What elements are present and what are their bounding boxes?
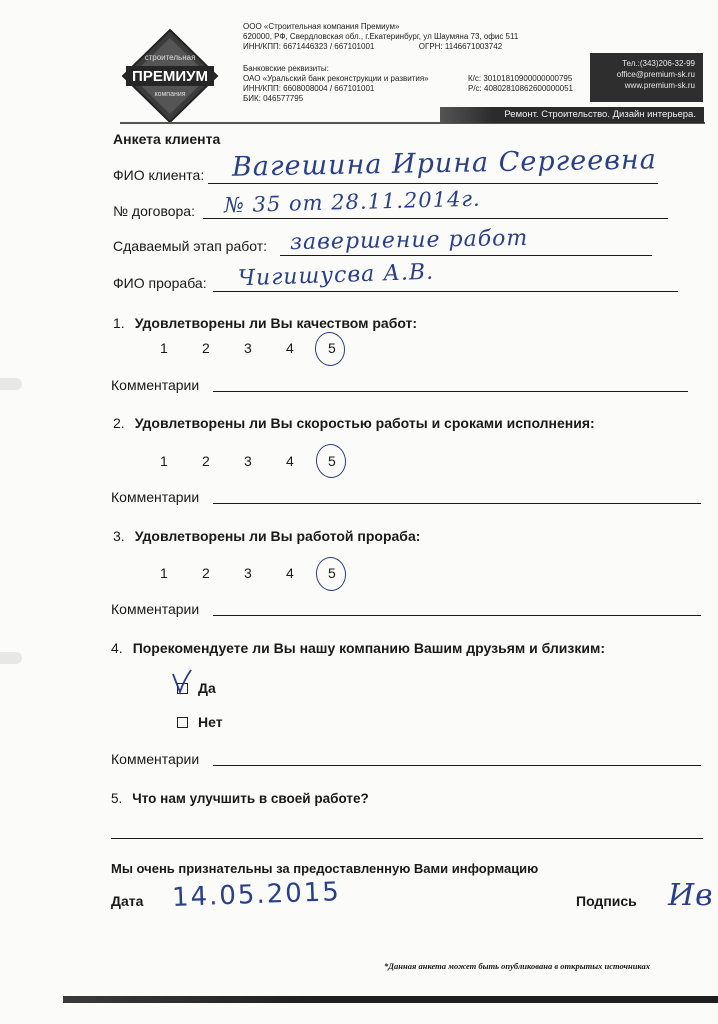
rating-option[interactable]: 4 bbox=[286, 453, 294, 469]
question-4 bbox=[111, 640, 605, 656]
yes-label: Да bbox=[198, 680, 216, 696]
rating-option[interactable]: 1 bbox=[160, 453, 168, 469]
comment-label-2: Комментарии bbox=[111, 489, 200, 505]
comment-line-2[interactable] bbox=[213, 503, 701, 504]
client-name-line bbox=[208, 183, 658, 184]
comment-line-4[interactable] bbox=[213, 765, 701, 766]
contract-value: № 35 от 28.11.2014г. bbox=[223, 186, 481, 218]
check-mark-icon bbox=[170, 668, 194, 696]
stage-value: завершение работ bbox=[289, 225, 529, 256]
question-number: 4. bbox=[111, 640, 123, 656]
comment-line-3[interactable] bbox=[213, 615, 701, 616]
contract-label: № договора: bbox=[113, 203, 195, 219]
question-5 bbox=[111, 791, 369, 806]
bank-account-line: Р/с: 40802810862600000051 bbox=[468, 84, 573, 93]
question-text: Что нам улучшить в своей работе? bbox=[132, 791, 369, 806]
foreman-line bbox=[213, 291, 678, 292]
signature-value: Ив bbox=[668, 878, 714, 913]
question-number: 5. bbox=[111, 791, 123, 806]
question-text: Порекомендуете ли Вы нашу компанию Вашим друзьям и близким: bbox=[132, 640, 605, 656]
question-number: 3. bbox=[113, 528, 125, 544]
rating-option[interactable]: 2 bbox=[202, 565, 210, 581]
selection-circle bbox=[314, 555, 348, 593]
rating-option[interactable]: 4 bbox=[286, 340, 294, 356]
company-logo bbox=[120, 28, 220, 124]
company-details bbox=[243, 22, 518, 53]
rating-option[interactable]: 3 bbox=[244, 453, 252, 469]
rating-option[interactable]: 3 bbox=[244, 340, 252, 356]
email-text: office@premium-sk.ru bbox=[616, 70, 695, 79]
punch-hole bbox=[0, 378, 22, 390]
bank-line: ОАО «Уральский банк реконструкции и развития» bbox=[243, 74, 429, 83]
punch-hole bbox=[0, 652, 22, 664]
improvement-answer-line[interactable] bbox=[111, 838, 703, 839]
rating-option[interactable]: 2 bbox=[202, 453, 210, 469]
client-name-label: ФИО клиента: bbox=[113, 167, 205, 183]
bank-line: БИК: 046577795 bbox=[243, 94, 304, 103]
rating-option-selected[interactable]: 5 bbox=[328, 340, 336, 356]
question-number: 2. bbox=[113, 415, 125, 431]
slogan-bar: Ремонт. Строительство. Дизайн интерьера. bbox=[440, 107, 704, 123]
rating-option[interactable]: 2 bbox=[202, 340, 210, 356]
selection-circle bbox=[314, 442, 348, 480]
rating-option-selected[interactable]: 5 bbox=[328, 453, 336, 469]
bank-account-line: К/с: 30101810900000000795 bbox=[468, 74, 573, 83]
footer-bar bbox=[63, 996, 718, 1003]
foreman-value: Чигишусва А.В. bbox=[237, 259, 435, 292]
rating-option[interactable]: 1 bbox=[160, 565, 168, 581]
thanks-text: Мы очень признательны за предоставленную Вами информацию bbox=[111, 861, 539, 876]
selection-circle bbox=[313, 330, 347, 368]
question-3 bbox=[113, 528, 420, 544]
contact-box bbox=[590, 53, 703, 102]
stage-line bbox=[280, 255, 652, 256]
no-label: Нет bbox=[198, 714, 223, 730]
rating-option[interactable]: 1 bbox=[160, 340, 168, 356]
website-text: www.premium-sk.ru bbox=[624, 81, 695, 90]
question-2 bbox=[113, 415, 595, 431]
logo-top-text: строительная bbox=[144, 53, 196, 62]
foreman-label: ФИО прораба: bbox=[113, 275, 207, 291]
bank-line: Банковские реквизиты: bbox=[243, 64, 329, 73]
client-name-value: Вагешина Ирина Сергеевна bbox=[231, 144, 658, 183]
rating-option-selected[interactable]: 5 bbox=[328, 565, 336, 581]
signature-label: Подпись bbox=[576, 893, 637, 909]
no-checkbox[interactable] bbox=[177, 717, 188, 728]
rating-option[interactable]: 4 bbox=[286, 565, 294, 581]
bank-accounts bbox=[468, 74, 573, 94]
bank-details bbox=[243, 64, 429, 104]
footnote: *Данная анкета может быть опубликована в открытых источниках bbox=[384, 961, 651, 971]
logo-main-text: ПРЕМИУМ bbox=[132, 68, 208, 85]
form-title: Анкета клиента bbox=[113, 131, 221, 147]
question-text: Удовлетворены ли Вы скоростью работы и сроками исполнения: bbox=[134, 415, 595, 431]
question-text: Удовлетворены ли Вы качеством работ: bbox=[134, 315, 418, 331]
bank-line: ИНН/КПП: 6608008004 / 667101001 bbox=[243, 84, 375, 93]
company-line: ИНН/КПП: 6671446323 / 667101001 ОГРН: 1146671003742 bbox=[243, 42, 503, 52]
comment-label-4: Комментарии bbox=[111, 751, 200, 767]
question-text: Удовлетворены ли Вы работой прораба: bbox=[134, 528, 421, 544]
company-line: 620000, РФ, Свердловская обл., г.Екатеринбург, ул Шаумяна 73, офис 511 bbox=[243, 32, 519, 42]
contract-line bbox=[203, 218, 668, 219]
comment-line-1[interactable] bbox=[213, 391, 688, 392]
company-line: ООО «Строительная компания Премиум» bbox=[243, 22, 400, 31]
rating-option[interactable]: 3 bbox=[244, 565, 252, 581]
question-number: 1. bbox=[113, 315, 125, 331]
logo-bottom-text: компания bbox=[154, 91, 186, 98]
phone-text: Тел.:(343)206-32-99 bbox=[622, 59, 695, 68]
date-value: 14.05.2015 bbox=[171, 877, 342, 913]
comment-label-3: Комментарии bbox=[111, 601, 200, 617]
question-1 bbox=[113, 315, 417, 331]
comment-label-1: Комментарии bbox=[111, 377, 200, 393]
stage-label: Сдаваемый этап работ: bbox=[113, 238, 268, 254]
date-label: Дата bbox=[111, 893, 144, 909]
